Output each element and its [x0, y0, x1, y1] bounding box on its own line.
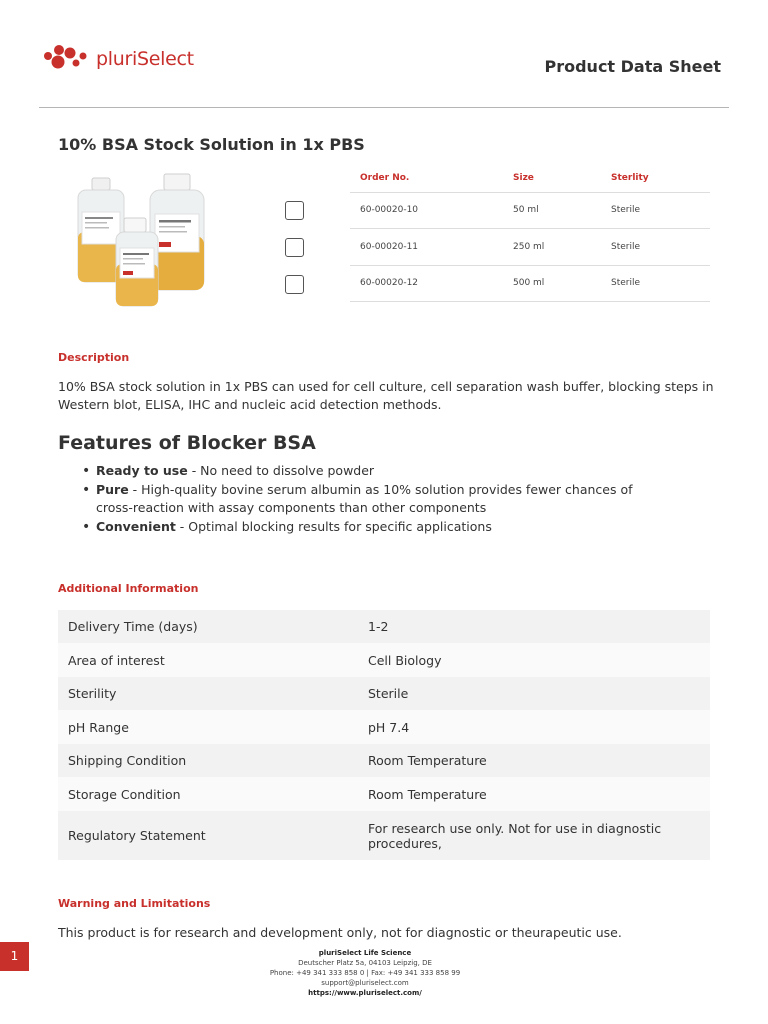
info-value: For research use only. Not for use in diagnostic procedures,: [368, 820, 662, 851]
table-row: [58, 811, 710, 860]
table-row: [58, 610, 710, 643]
size-header: Size: [503, 164, 601, 192]
order-number-cell: 60-00020-10: [350, 192, 503, 229]
order-number-cell: 60-00020-11: [350, 229, 503, 266]
info-key: pH Range: [68, 719, 129, 735]
info-key: Area of interest: [68, 652, 165, 668]
info-value: Room Temperature: [368, 786, 487, 802]
sterility-cell: Sterile: [601, 192, 710, 229]
info-value: Room Temperature: [368, 753, 487, 768]
info-key: Storage Condition: [68, 786, 181, 802]
product-title: 10% BSA Stock Solution in 1x PBS: [58, 135, 365, 154]
features-list: [82, 462, 702, 537]
page-number-badge: 1: [0, 942, 29, 971]
info-key: Sterility: [68, 686, 117, 701]
table-row: [350, 265, 710, 302]
footer-company: pluriSelect Life Science: [318, 949, 412, 957]
footer-website-link[interactable]: https://www.pluriselect.com/: [308, 989, 422, 997]
info-value: Cell Biology: [368, 652, 442, 668]
additional-info-label: Additional Information: [58, 582, 199, 595]
order-number-header: Order No.: [350, 164, 503, 192]
info-value: pH 7.4: [368, 719, 410, 735]
order-table-header-row: [350, 164, 710, 192]
list-item: [82, 518, 702, 536]
order-checkbox-3[interactable]: [285, 275, 304, 294]
order-checkbox-2[interactable]: [285, 238, 304, 257]
footer: [0, 948, 730, 998]
info-key: Shipping Condition: [68, 753, 187, 768]
list-item: [82, 481, 657, 517]
description-label: Description: [58, 351, 130, 364]
feature-text: - Optimal blocking results for specific applications: [175, 519, 492, 534]
description-text: 10% BSA stock solution in 1x PBS can used for cell culture, cell separation wash buffer, blocking steps in Western blot, ELISA, IHC and nucleic acid detection methods.: [58, 379, 714, 412]
feature-text: - No need to dissolve powder: [187, 463, 375, 478]
order-number-cell: 60-00020-12: [350, 265, 503, 302]
additional-info-table: [58, 610, 710, 860]
pluriselect-logo-icon: [42, 42, 92, 72]
footer-address: Deutscher Platz 5a, 04103 Leipzig, DE: [298, 959, 432, 967]
features-heading: Features of Blocker BSA: [58, 432, 316, 454]
size-cell: 500 ml: [503, 265, 601, 302]
size-cell: 50 ml: [503, 192, 601, 229]
logo-wordmark: pluriSelect: [96, 48, 194, 70]
sterility-cell: Sterile: [601, 229, 710, 266]
table-row: [350, 192, 710, 229]
warning-text: This product is for research and development only, not for diagnostic or theurapeutic use.: [58, 925, 622, 940]
info-value: 1-2: [368, 619, 389, 634]
feature-title: Pure: [96, 482, 129, 497]
footer-email[interactable]: support@pluriselect.com: [321, 979, 409, 987]
info-value: Sterile: [368, 686, 409, 701]
warning-label: Warning and Limitations: [58, 897, 211, 910]
sterility-cell: Sterile: [601, 265, 710, 302]
sterility-header: Sterlity: [601, 164, 710, 192]
table-row: [58, 744, 710, 777]
header-divider: [39, 107, 729, 108]
table-row: [58, 710, 710, 744]
feature-text: - High-quality bovine serum albumin as 10% solution provides fewer chances of cross-reaction with assay components than other components: [96, 482, 633, 515]
info-key: Delivery Time (days): [68, 619, 198, 634]
order-checkbox-1[interactable]: [285, 201, 304, 220]
product-bottles-image: [70, 172, 210, 312]
brand-logo: [42, 42, 194, 72]
footer-phone: Phone: +49 341 333 858 0 | Fax: +49 341 333 858 99: [269, 969, 461, 977]
table-row: [58, 677, 710, 710]
feature-title: Convenient: [96, 519, 176, 534]
table-row: [58, 777, 710, 811]
sheet-title: Product Data Sheet: [544, 57, 721, 76]
table-row: [58, 643, 710, 677]
size-cell: 250 ml: [503, 229, 601, 266]
list-item: [82, 462, 702, 480]
info-key: Regulatory Statement: [68, 828, 206, 843]
table-row: [350, 229, 710, 266]
feature-title: Ready to use: [96, 463, 188, 478]
order-table: [350, 164, 710, 302]
